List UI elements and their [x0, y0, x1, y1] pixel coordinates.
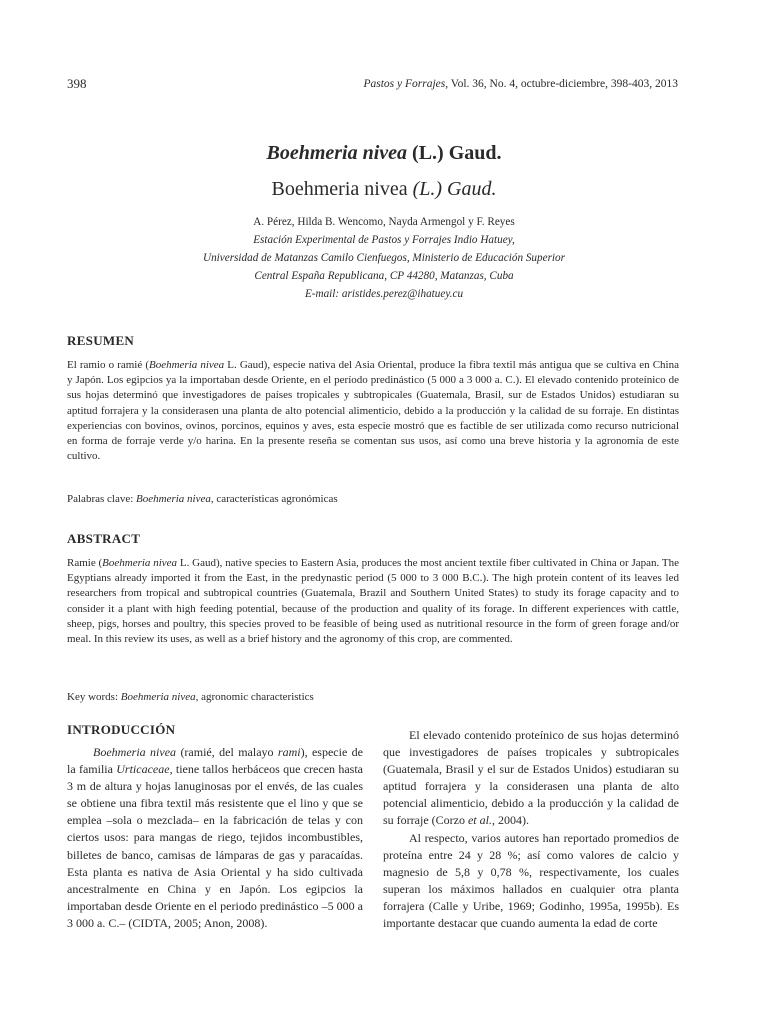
intro-text-part: , 2004). — [491, 813, 529, 828]
article-title — [0, 142, 768, 165]
resumen-text — [67, 358, 679, 464]
resumen-heading: RESUMEN — [67, 333, 135, 348]
article-title-alt — [0, 178, 768, 201]
abstract-text-part: L. Gaud), native species to Eastern Asia, produces the most ancient textile fiber cultivated in China or Japan. The Egyptians already imported it from the East, in the predynastic period (5 000 to 3 000 B.C.). The high protein content of its leaves led researchers from tropical and subtropical countries (Guatemala, Brazil and Southern United States) to study its forage capacity and to consider it a plant with high feeding potential, because of the production and quality of its forage. In different experiences with cattle, sheep, pigs, horses and poultry, this species proved to be feasible of being used as nutritional resource in the form of green forage and/or meal. In this review its uses, as well as a brief history and the agronomy of this crop, are commented. — [67, 557, 679, 646]
resumen-text-part: L. Gaud), especie nativa del Asia Oriental, produce la fibra textil más antigua que se cultiva en China y Japón. Los egipcios ya la importaban desde Oriente, en el período predinástico (5 000 a 3 000 a. C.). El elevado contenido proteínico de sus hojas determinó que investigadores de países tropicales y subtropicales (Guatemala, Brasil, sur de Estados Unidos) estudiaran su aptitud forrajera y la considerasen una planta de alto potencial alimenticio, debido a la producción y la calidad de su forraje. En distintas experiencias con bovinos, ovinos, porcinos, equinos y aves, esta especie mostró que es factible de ser utilizada como recurso nutricional en forma de forraje verde y/o harina. En la presente reseña se comentan sus usos, así como una breve historia y la agronomía de este cultivo. — [67, 359, 679, 463]
affiliation-line-2: Universidad de Matanzas Camilo Cienfuegos, Ministerio de Educación Superior — [202, 252, 565, 264]
title-alt-plain: Boehmeria nivea — [271, 178, 413, 200]
title-italic: Boehmeria nivea — [266, 142, 408, 164]
abstract-heading: ABSTRACT — [67, 531, 141, 546]
intro-italic-term: et al. — [467, 813, 492, 828]
authors-block — [0, 213, 768, 303]
affiliation-line-3: Central España Republicana, CP 44280, Matanzas, Cuba — [254, 270, 514, 282]
keywords-rest: , agronomic characteristics — [195, 691, 314, 703]
intro-text-part: El elevado contenido proteínico de sus hojas determinó que investigadores de países tropicales y subtropicales (Guatemala, Brasil y el sur de Estados Unidos) estudiaran su aptitud forrajera y la considerasen una planta de alto potencial alimenticio, debido a la producción y la calidad de su forraje (Corzo — [383, 728, 679, 828]
resumen-keywords — [67, 493, 338, 505]
intro-text-part: , tiene tallos herbáceos que crecen hasta 3 m de altura y hojas lanuginosas por el envés, de las cuales se obtiene una fibra textil más resistente que el lino y que se emplea –sola o mezclada– en la fabricación de telas y con ciertos usos: para mangas de riego, tejidos incombustibles, billetes de banco, camisas de lámparas de gas y paracaídas. Esta planta es nativa de Asia Oriental y ha sido cultivada ancestralmente en China y en Japón. Los egipcios la importaban desde Oriente en el periodo predinástico –5 000 a 3 000 a. C.– (CIDTA, 2005; Anon, 2008). — [67, 762, 363, 930]
abstract-text — [67, 556, 679, 647]
title-rest: (L.) Gaud. — [407, 142, 502, 164]
keywords-species: Boehmeria nivea — [120, 691, 196, 703]
journal-info: , Vol. 36, No. 4, octubre-diciembre, 398-403, 2013 — [445, 78, 678, 90]
author-email: E-mail: aristides.perez@ihatuey.cu — [304, 288, 464, 300]
abstract-text-part: Ramie ( — [67, 557, 103, 569]
intro-species: Boehmeria nivea — [93, 745, 177, 759]
abstract-species: Boehmeria nivea — [102, 557, 178, 569]
journal-name: Pastos y Forrajes — [363, 78, 446, 90]
intro-text-part: (ramié, del malayo — [176, 745, 278, 759]
resumen-species: Boehmeria nivea — [149, 359, 225, 371]
page-number: 398 — [67, 76, 87, 91]
intro-right-column — [383, 727, 679, 932]
title-alt-italic: (L.) Gaud. — [412, 178, 497, 200]
intro-left-column — [67, 744, 363, 932]
introduction-heading: INTRODUCCIÓN — [67, 722, 176, 737]
keywords-label: Key words: — [67, 691, 121, 703]
author-names: A. Pérez, Hilda B. Wencomo, Nayda Armengol y F. Reyes — [253, 216, 515, 228]
intro-italic-term: rami — [277, 745, 301, 759]
intro-paragraph — [67, 744, 363, 932]
resumen-text-part: El ramio o ramié ( — [67, 359, 149, 371]
abstract-keywords — [67, 691, 314, 703]
intro-family: Urticaceae — [116, 762, 170, 777]
intro-paragraph — [383, 727, 679, 830]
keywords-rest: , características agronómicas — [210, 493, 338, 505]
affiliation-line-1: Estación Experimental de Pastos y Forrajes Indio Hatuey, — [253, 234, 515, 246]
keywords-species: Boehmeria nivea — [136, 493, 211, 505]
intro-text-part: ), especie de la familia — [67, 745, 364, 777]
journal-running-header — [363, 78, 678, 90]
keywords-label: Palabras clave: — [67, 493, 137, 505]
intro-paragraph: Al respecto, varios autores han reportado promedios de proteína entre 24 y 28 %; así como valores de calcio y magnesio de 5,8 y 0,78 %, respectivamente, los cuales superan los máximos hallados en cualquier otra planta forrajera (Calle y Uribe, 1969; Godinho, 1995a, 1995b). Es importante destacar que cuando aumenta la edad de corte — [383, 830, 679, 931]
